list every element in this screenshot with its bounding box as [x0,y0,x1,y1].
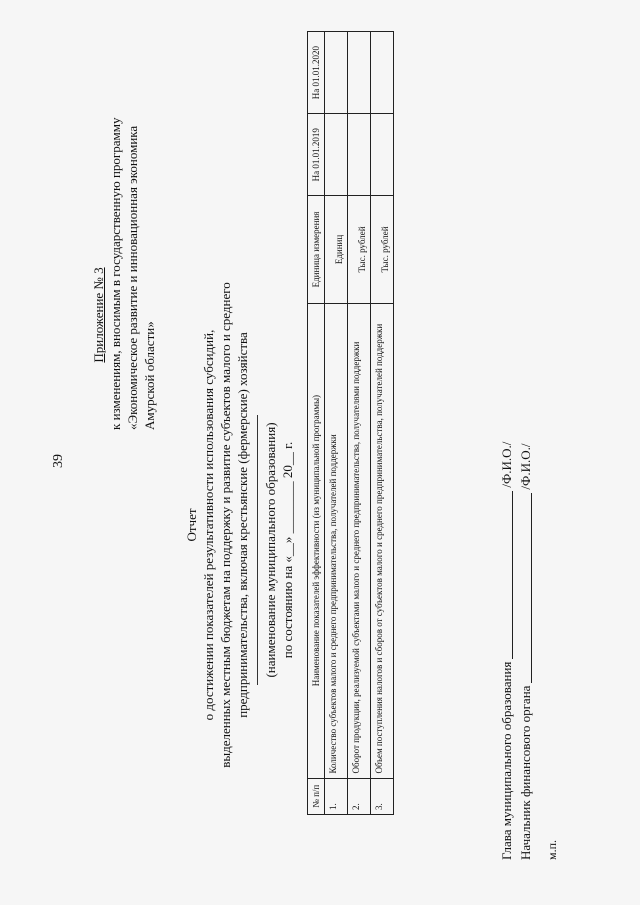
row-value-2020 [325,32,348,114]
header-2019: На 01.01.2019 [308,114,325,196]
row-name: Оборот продукции, реализуемой субъектами малого и среднего предпринимательства, получателями поддержки [348,303,371,778]
finance-fio: /Ф.И.О./ [518,443,533,490]
row-unit: Единиц [325,196,348,303]
report-date-line: по состоянию на «__» ________ 20__ г. [280,441,295,659]
report-line-1: о достижении показателей результативности использования субсидий, [201,329,216,721]
header-name: Наименование показателей эффективности (из муниципальной программы) [308,303,325,778]
head-signature-line [511,491,513,659]
table-row [325,32,348,815]
table-row [348,32,371,815]
row-unit: Тыс. рублей [371,196,394,303]
signature-block [497,442,562,860]
report-heading: Отчет [184,508,199,542]
table-header-row [308,32,325,815]
finance-label: Начальник финансового органа [518,685,533,860]
appendix-line-2: «Экономическое развитие и инновационная экономика [125,125,140,430]
header-unit: Единица измерения [308,196,325,303]
municipality-block [262,395,296,705]
row-value-2019 [325,114,348,196]
row-name: Объем поступления налогов и сборов от субъектов малого и среднего предпринимательства, получателей поддержки [371,303,394,778]
row-unit: Тыс. рублей [348,196,371,303]
row-value-2019 [348,114,371,196]
row-num: 1. [325,778,348,814]
stamp-label: м.п. [545,839,559,860]
report-title-block [183,245,251,805]
appendix-line-3: Амурской области» [142,321,157,430]
row-value-2020 [348,32,371,114]
page-number: 39 [51,454,66,468]
report-line-3: предпринимательства, включая крестьянские (фермерские) хозяйства [235,332,250,718]
header-num: № п/п [308,778,325,814]
finance-signature-row [516,442,535,860]
head-signature-row [497,442,516,860]
row-num: 2. [348,778,371,814]
row-name: Количество субъектов малого и среднего предпринимательства, получателей поддержки [325,303,348,778]
municipality-caption: (наименование муниципального образования) [263,422,278,678]
indicators-table [307,31,394,815]
head-label: Глава муниципального образования [499,661,514,860]
appendix-header [90,117,158,430]
appendix-line-1: к изменениям, вносимым в государственную программу [108,117,123,430]
finance-signature-line [530,493,532,683]
row-value-2020 [371,32,394,114]
appendix-title: Приложение № 3 [91,267,106,363]
row-value-2019 [371,114,394,196]
head-fio: /Ф.И.О./ [499,441,514,488]
municipality-underline [257,415,258,685]
report-line-2: выделенных местным бюджетам на поддержку и развитие субъектов малого и среднего [218,282,233,768]
table-row [371,32,394,815]
header-2020: На 01.01.2020 [308,32,325,114]
row-num: 3. [371,778,394,814]
